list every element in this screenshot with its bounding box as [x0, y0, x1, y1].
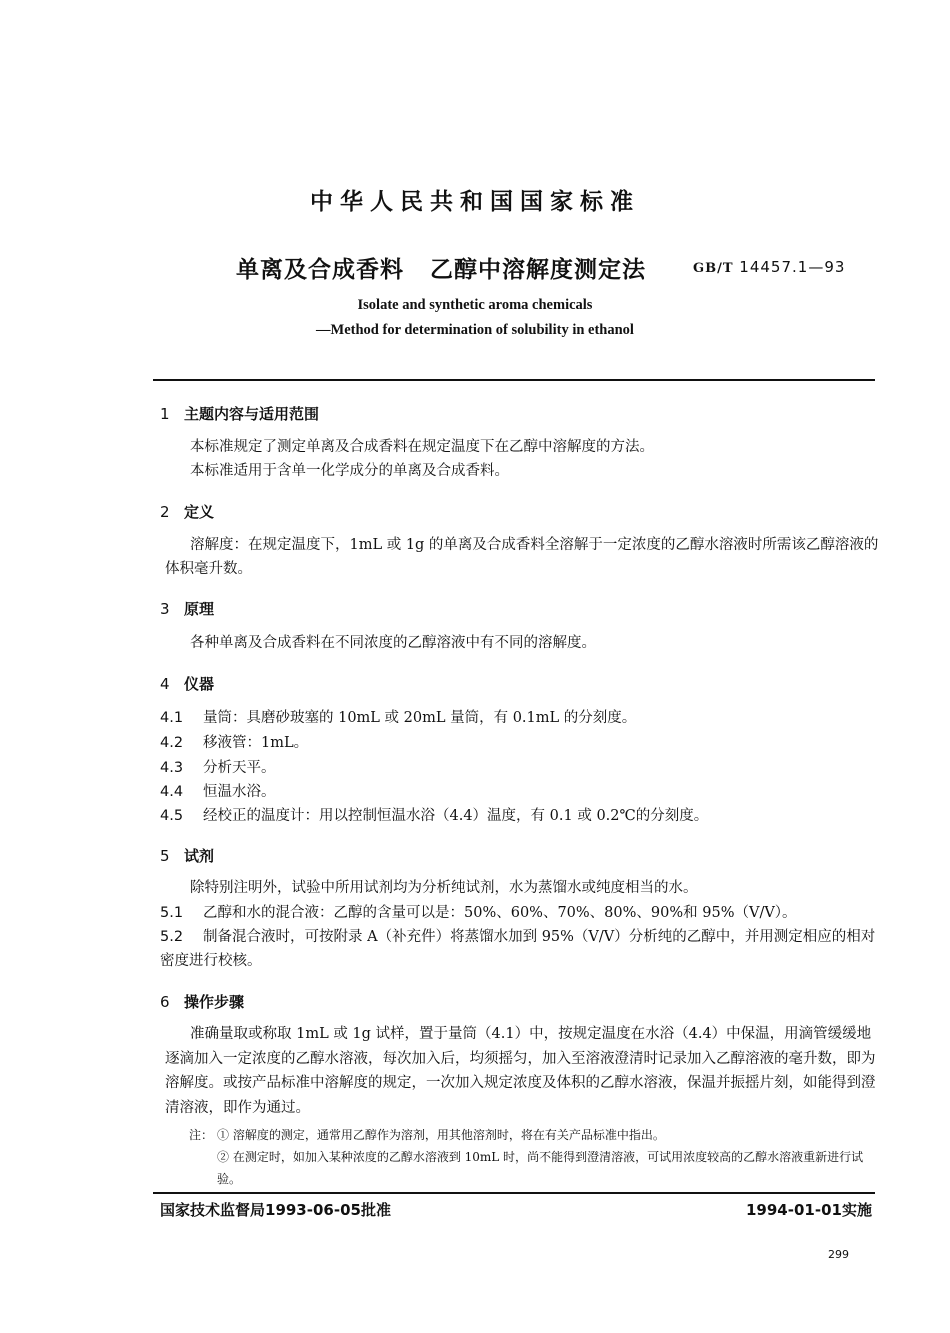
note-2: ② 在测定时，如加入某种浓度的乙醇水溶液到 10mL 时，尚不能得到澄清溶液，可试用浓度较高的乙醇水溶液重新进行试验。: [217, 1150, 864, 1186]
page-number: 299: [828, 1248, 849, 1261]
standard-code: 14457.1—93: [739, 258, 846, 276]
list-item: 4.2 移液管：1mL。: [160, 735, 309, 751]
section-1-heading: 1 主题内容与适用范围: [160, 405, 320, 423]
list-item: 4.1 量筒：具磨砂玻塞的 10mL 或 20mL 量筒，有 0.1mL 的分刻度。: [160, 710, 637, 726]
list-item: 5.2 制备混合液时，可按附录 A（补充件）将蒸馏水加到 95%（V/V）分析纯的乙醇中，并用测定相应的相对密度进行校核。: [160, 929, 876, 969]
standard-prefix: GB/T: [693, 261, 734, 276]
note-1: ① 溶解度的测定，通常用乙醇作为溶剂，用其他溶剂时，将在有关产品标准中指出。: [217, 1128, 665, 1142]
header-rule: [153, 379, 875, 381]
section-1-para-1: 本标准规定了测定单离及合成香料在规定温度下在乙醇中溶解度的方法。: [190, 439, 654, 455]
section-3-para-1: 各种单离及合成香料在不同浓度的乙醇溶液中有不同的溶解度。: [190, 635, 596, 651]
section-5-para-1: 除特别注明外，试验中所用试剂均为分析纯试剂，水为蒸馏水或纯度相当的水。: [190, 880, 698, 896]
section-3-heading: 3 原理: [160, 600, 215, 618]
section-2-heading: 2 定义: [160, 503, 215, 521]
title-part1: 单离及合成香料: [236, 257, 404, 283]
list-item: 4.5 经校正的温度计：用以控制恒温水浴（4.4）温度，有 0.1 或 0.2℃的分刻度。: [160, 808, 709, 824]
document-title-cn: [236, 251, 646, 284]
approval-info: 国家技术监督局1993-06-05批准: [160, 1201, 391, 1219]
title-part2: 乙醇中溶解度测定法: [430, 257, 646, 283]
section-6-para-1: 准确量取或称取 1mL 或 1g 试样，置于量筒（4.1）中，按规定温度在水浴（4.4）中保温，用滴管缓缓地逐滴加入一定浓度的乙醇水溶液，每次加入后，均须摇匀，加入至溶液澄清时记录加入乙醇溶液的毫升数，即为溶解度。或按产品标准中溶解度的规定，一次加入规定浓度及体积的乙醇水溶液，保温并振摇片刻，如能得到澄清溶液，即作为通过。: [165, 1026, 876, 1116]
english-title-line2: —Method for determination of solubility in ethanol: [316, 322, 634, 338]
effective-date: 1994-01-01实施: [746, 1201, 872, 1219]
section-2-para-1: 溶解度：在规定温度下，1mL 或 1g 的单离及合成香料全溶解于一定浓度的乙醇水溶液时所需该乙醇溶液的体积毫升数。: [165, 537, 879, 577]
section-5-heading: 5 试剂: [160, 847, 215, 865]
note-label: 注：: [189, 1128, 214, 1142]
section-1-para-2: 本标准适用于含单一化学成分的单离及合成香料。: [190, 463, 509, 479]
national-standard-title: 中华人民共和国国家标准: [310, 189, 640, 215]
list-item: 5.1 乙醇和水的混合液：乙醇的含量可以是：50%、60%、70%、80%、90%和 95%（V/V）。: [160, 905, 797, 921]
list-item: 4.4 恒温水浴。: [160, 784, 276, 800]
section-4-heading: 4 仪器: [160, 675, 215, 693]
footer-rule: [153, 1192, 875, 1194]
english-title-line1: Isolate and synthetic aroma chemicals: [357, 297, 593, 313]
section-6-heading: 6 操作步骤: [160, 993, 245, 1011]
list-item: 4.3 分析天平。: [160, 760, 276, 776]
standard-number: [693, 258, 845, 276]
